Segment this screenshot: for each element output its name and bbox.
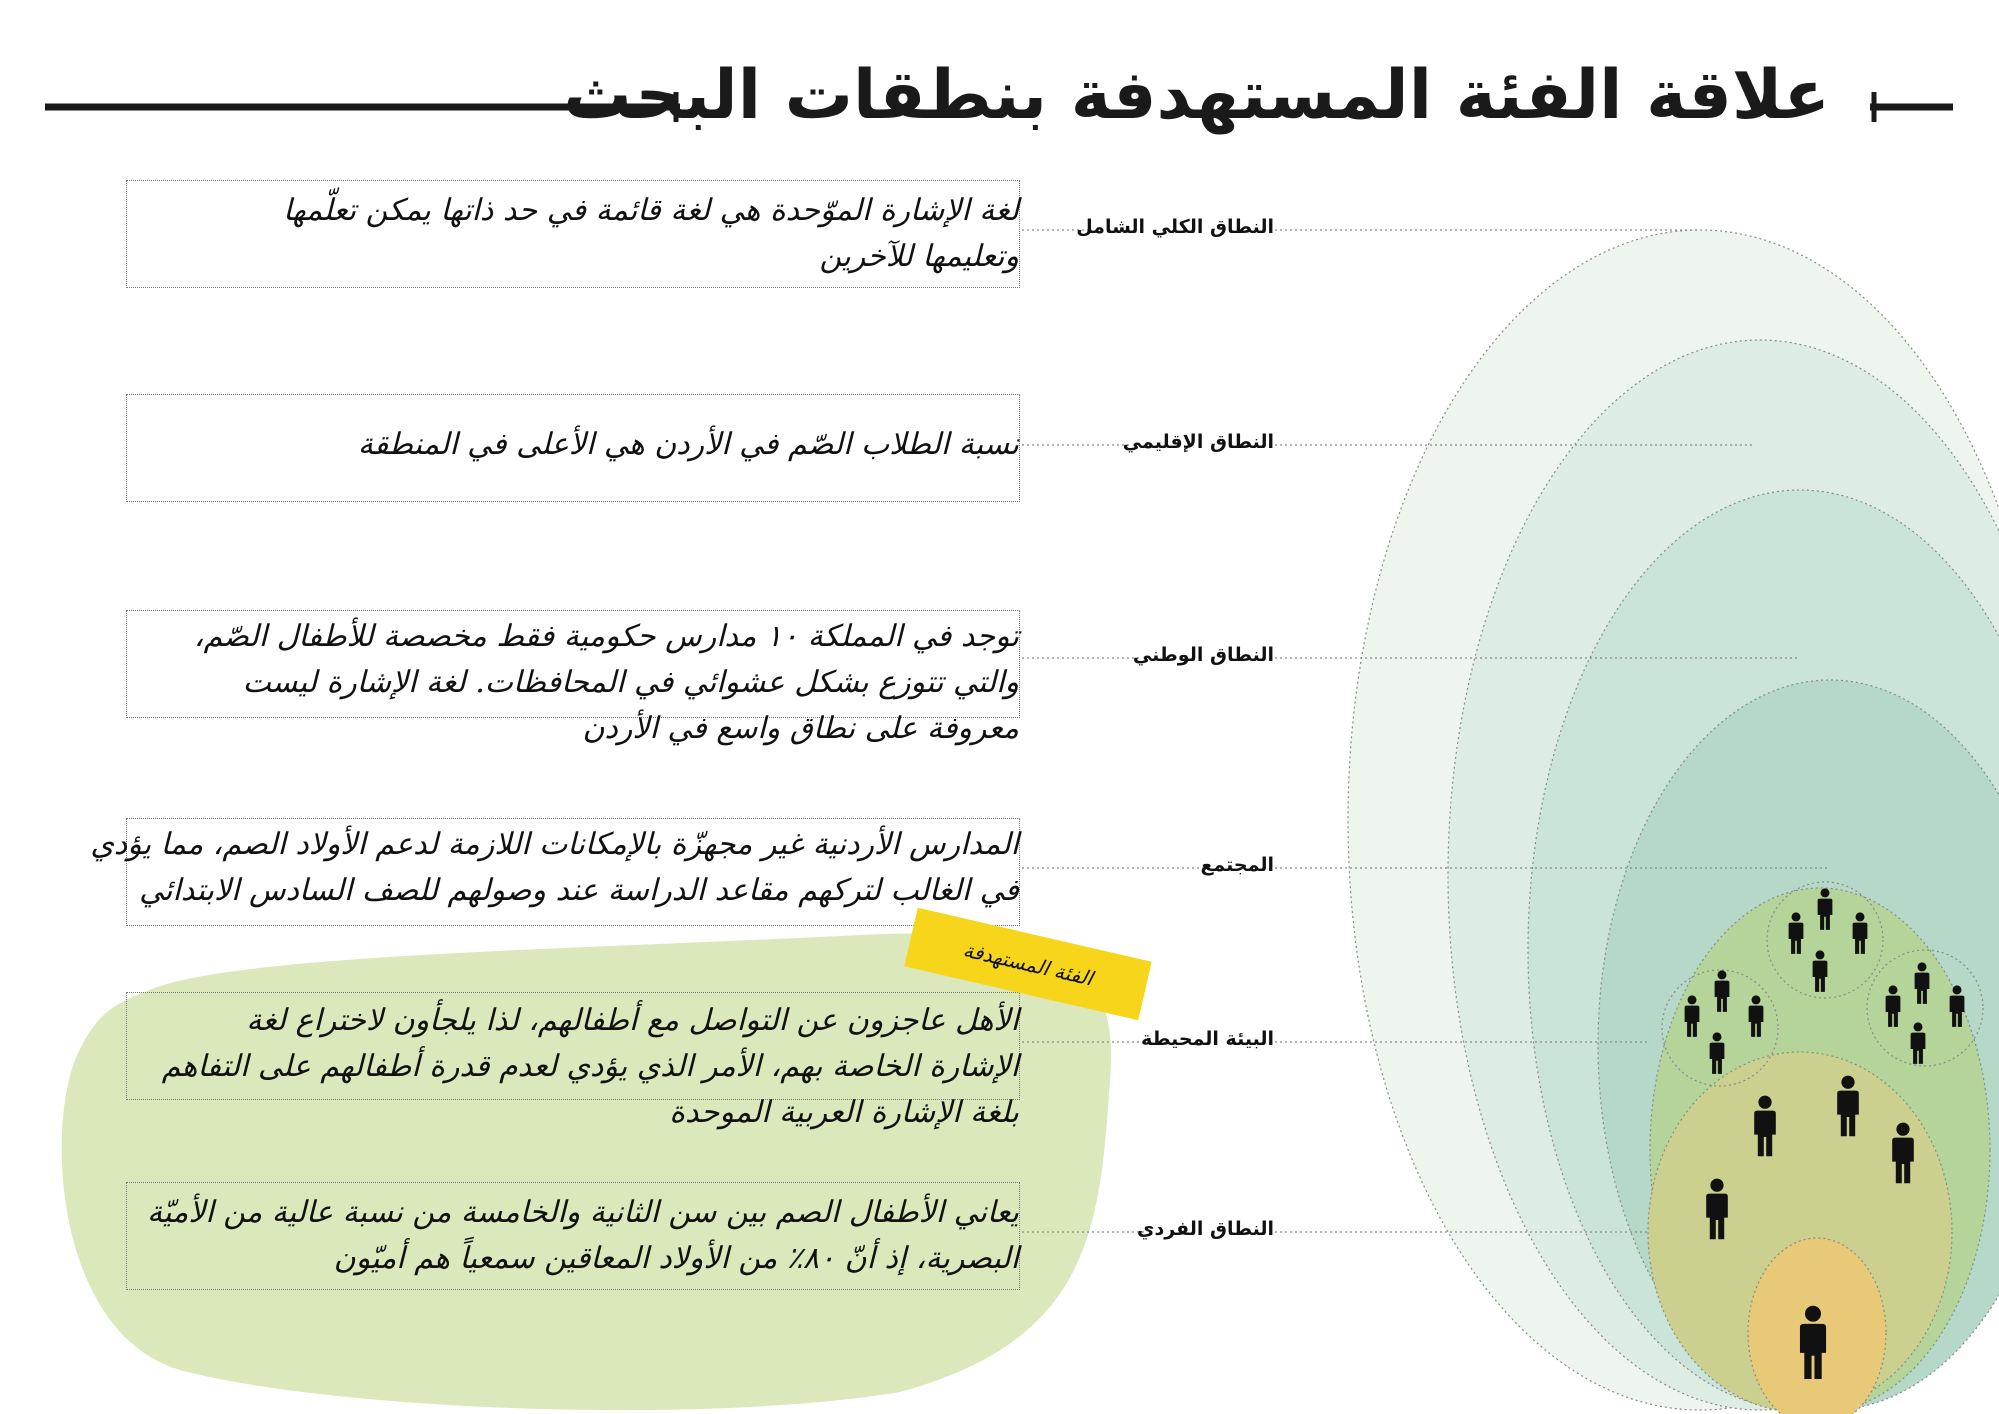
page-title: علاقة الفئة المستهدفة بنطقات البحث xyxy=(563,56,1830,135)
label-global-scope: النطاق الكلي الشامل xyxy=(1076,216,1274,238)
scope-rings xyxy=(1348,230,1999,1414)
label-individual-scope: النطاق الفردي xyxy=(1137,1218,1274,1240)
label-environment: البيئة المحيطة xyxy=(1141,1028,1274,1050)
label-regional-scope: النطاق الإقليمي xyxy=(1122,431,1274,453)
community-description: المدارس الأردنية غير مجهزّة بالإمكانات اللازمة لدعم الأولاد الصم، مما يؤدي في الغالب لتركهم مقاعد الدراسة عند وصولهم للصف السادس الابتدائي xyxy=(90,827,1019,908)
label-national-scope: النطاق الوطني xyxy=(1132,644,1274,666)
target-group-tag: الفئة المستهدفة xyxy=(904,908,1151,1020)
global-description: لغة الإشارة الموّحدة هي لغة قائمة في حد ذاتها يمكن تعلّمها وتعليمها للآخرين xyxy=(283,193,1019,274)
national-description: توجد في المملكة ١٠ مدارس حكومية فقط مخصصة للأطفال الصّم، والتي تتوزع بشكل عشوائي في المحافظات. لغة الإشارة ليست معروفة على نطاق واسع في الأردن xyxy=(193,619,1019,746)
regional-description: نسبة الطلاب الصّم في الأردن هي الأعلى في المنطقة xyxy=(357,427,1019,462)
environment-description: الأهل عاجزون عن التواصل مع أطفالهم، لذا يلجأون لاختراع لغة الإشارة الخاصة بهم، الأمر الذي يؤدي لعدم قدرة أطفالهم على التفاهم بلغة الإشارة العربية الموحدة xyxy=(161,1003,1019,1130)
individual-description: يعاني الأطفال الصم بين سن الثانية والخامسة من نسبة عالية من الأميّة البصرية، إذ أنّ ٨٠٪ من الأولاد المعاقين سمعياً هم أميّون xyxy=(147,1195,1019,1276)
label-community: المجتمع xyxy=(1200,854,1274,876)
